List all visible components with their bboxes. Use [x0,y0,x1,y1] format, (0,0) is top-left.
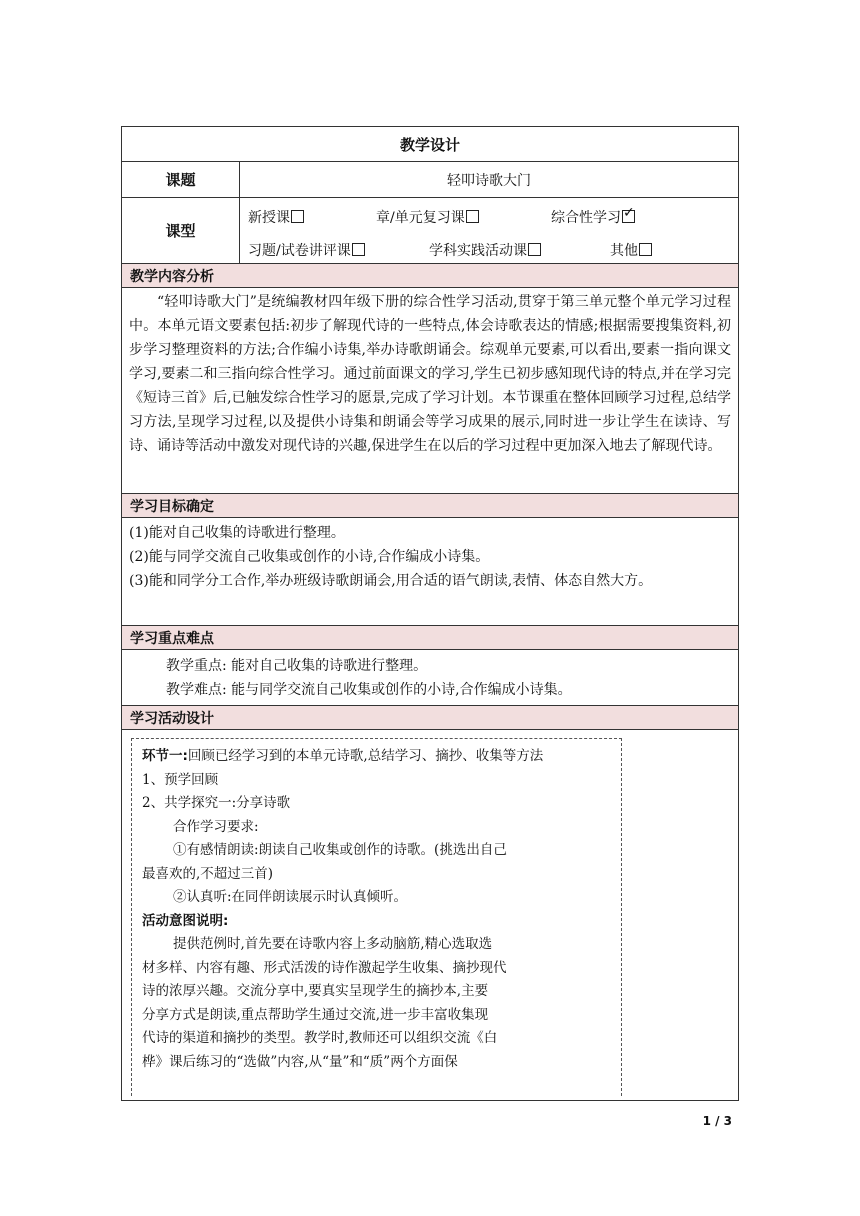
option-unit-review[interactable] [376,207,479,227]
option-exercise-review[interactable] [248,240,365,260]
activity-box [131,738,622,1096]
goal-item: (3)能和同学分工合作,举办班级诗歌朗诵会,用合适的语气朗读,表情、体态自然大方。 [129,573,653,589]
option-label: 新授课 [248,210,290,226]
key-point-text: 能对自己收集的诗歌进行整理。 [231,658,428,674]
activity-line: ①有感情朗读:朗读自己收集或创作的诗歌。(挑选出自己 [173,842,507,858]
activity-line: 合作学习要求: [173,818,259,835]
difficulty-label: 教学难点: [166,682,227,698]
goals-heading: 学习目标确定 [121,494,739,518]
lesson-type-options [240,198,738,263]
intent-label: 活动意图说明: [142,912,229,929]
intent-line: 代诗的渠道和摘抄的类型。教学时,教师还可以组织交流《白 [142,1030,498,1046]
intent-line: 分享方式是朗读,重点帮助学生通过交流,进一步丰富收集现 [142,1006,489,1023]
table-title: 教学设计 [121,126,739,162]
stage-label: 环节一: [142,748,188,764]
lesson-type-label: 课型 [122,198,240,263]
option-label: 习题/试卷讲评课 [248,243,351,259]
table-bottom-border [121,1100,739,1101]
checkbox-practice-activity[interactable] [528,243,541,256]
key-point [122,654,738,678]
activity-line: 最喜欢的,不超过三首) [142,865,274,882]
option-label: 章/单元复习课 [376,210,465,226]
activity-section [121,730,739,1100]
difficulty-point [122,678,738,702]
option-other[interactable] [610,240,652,260]
key-point-label: 教学重点: [166,658,227,674]
page-number: 1 / 3 [702,1114,732,1128]
activity-line: 1、预学回顾 [142,771,219,788]
option-label: 综合性学习 [551,210,621,226]
activity-line: ②认真听:在同伴朗读展示时认真倾听。 [173,889,408,905]
intent-line: 桦》课后练习的“选做”内容,从“量”和“质”两个方面保 [142,1053,458,1070]
analysis-heading: 教学内容分析 [121,264,739,288]
checkbox-exercise-review[interactable] [352,243,365,256]
difficulty-text: 能与同学交流自己收集或创作的小诗,合作编成小诗集。 [231,682,572,698]
option-label: 其他 [610,243,638,259]
intent-line: 诗的浓厚兴趣。交流分享中,要真实呈现学生的摘抄本,主要 [142,983,489,999]
focus-section [121,650,739,706]
option-practice-activity[interactable] [429,240,541,260]
intent-line: 材多样、内容有趣、形式活泼的诗作激起学生收集、摘抄现代 [142,959,507,976]
analysis-text: “轻叩诗歌大门”是统编教材四年级下册的综合性学习活动,贯穿于第三单元整个单元学习过程中。本单元语文要素包括:初步了解现代诗的一些特点,体会诗歌表达的情感;根据需要搜集资料,初步学习整理资料的方法;合作编小诗集,举办诗歌朗诵会。综观单元要素,可以看出,要素一指向课文学习,要素二和三指向综合性学习。通过前面课文的学习,学生已初步感知现代诗的特点,并在学习完《短诗三首》后,已触发综合性学习的愿景,完成了学习计划。本节课重在整体回顾学习过程,总结学习方法,呈现学习过程,以及提供小诗集和朗诵会等学习成果的展示,同时进一步让学生在读诗、写诗、诵诗等活动中激发对现代诗的兴趣,保进学生在以后的学习过程中更加深入地去了解现代诗。 [129,294,731,454]
checkbox-comprehensive-study[interactable] [622,210,635,223]
analysis-section [121,288,739,494]
goal-item: (2)能与同学交流自己收集或创作的小诗,合作编成小诗集。 [129,549,490,565]
focus-heading: 学习重点难点 [121,626,739,650]
goal-item: (1)能对自己收集的诗歌进行整理。 [129,525,345,541]
activity-line: 2、共学探究一:分享诗歌 [142,795,291,811]
stage-line [142,745,611,769]
topic-value: 轻叩诗歌大门 [447,172,531,189]
checkbox-unit-review[interactable] [466,210,479,223]
option-comprehensive-study[interactable] [551,207,635,227]
checkbox-new-lesson[interactable] [291,210,304,223]
intent-line: 提供范例时,首先要在诗歌内容上多动脑筋,精心选取选 [173,936,493,952]
lesson-type-row [121,198,739,264]
lesson-plan-table [121,126,739,1101]
checkbox-other[interactable] [639,243,652,256]
activity-heading: 学习活动设计 [121,706,739,730]
topic-row [121,162,739,198]
topic-label: 课题 [122,162,240,197]
goals-section [121,518,739,626]
option-new-lesson[interactable] [248,207,304,227]
stage-text: 回顾已经学习到的本单元诗歌,总结学习、摘抄、收集等方法 [187,748,544,764]
option-label: 学科实践活动课 [429,243,527,259]
